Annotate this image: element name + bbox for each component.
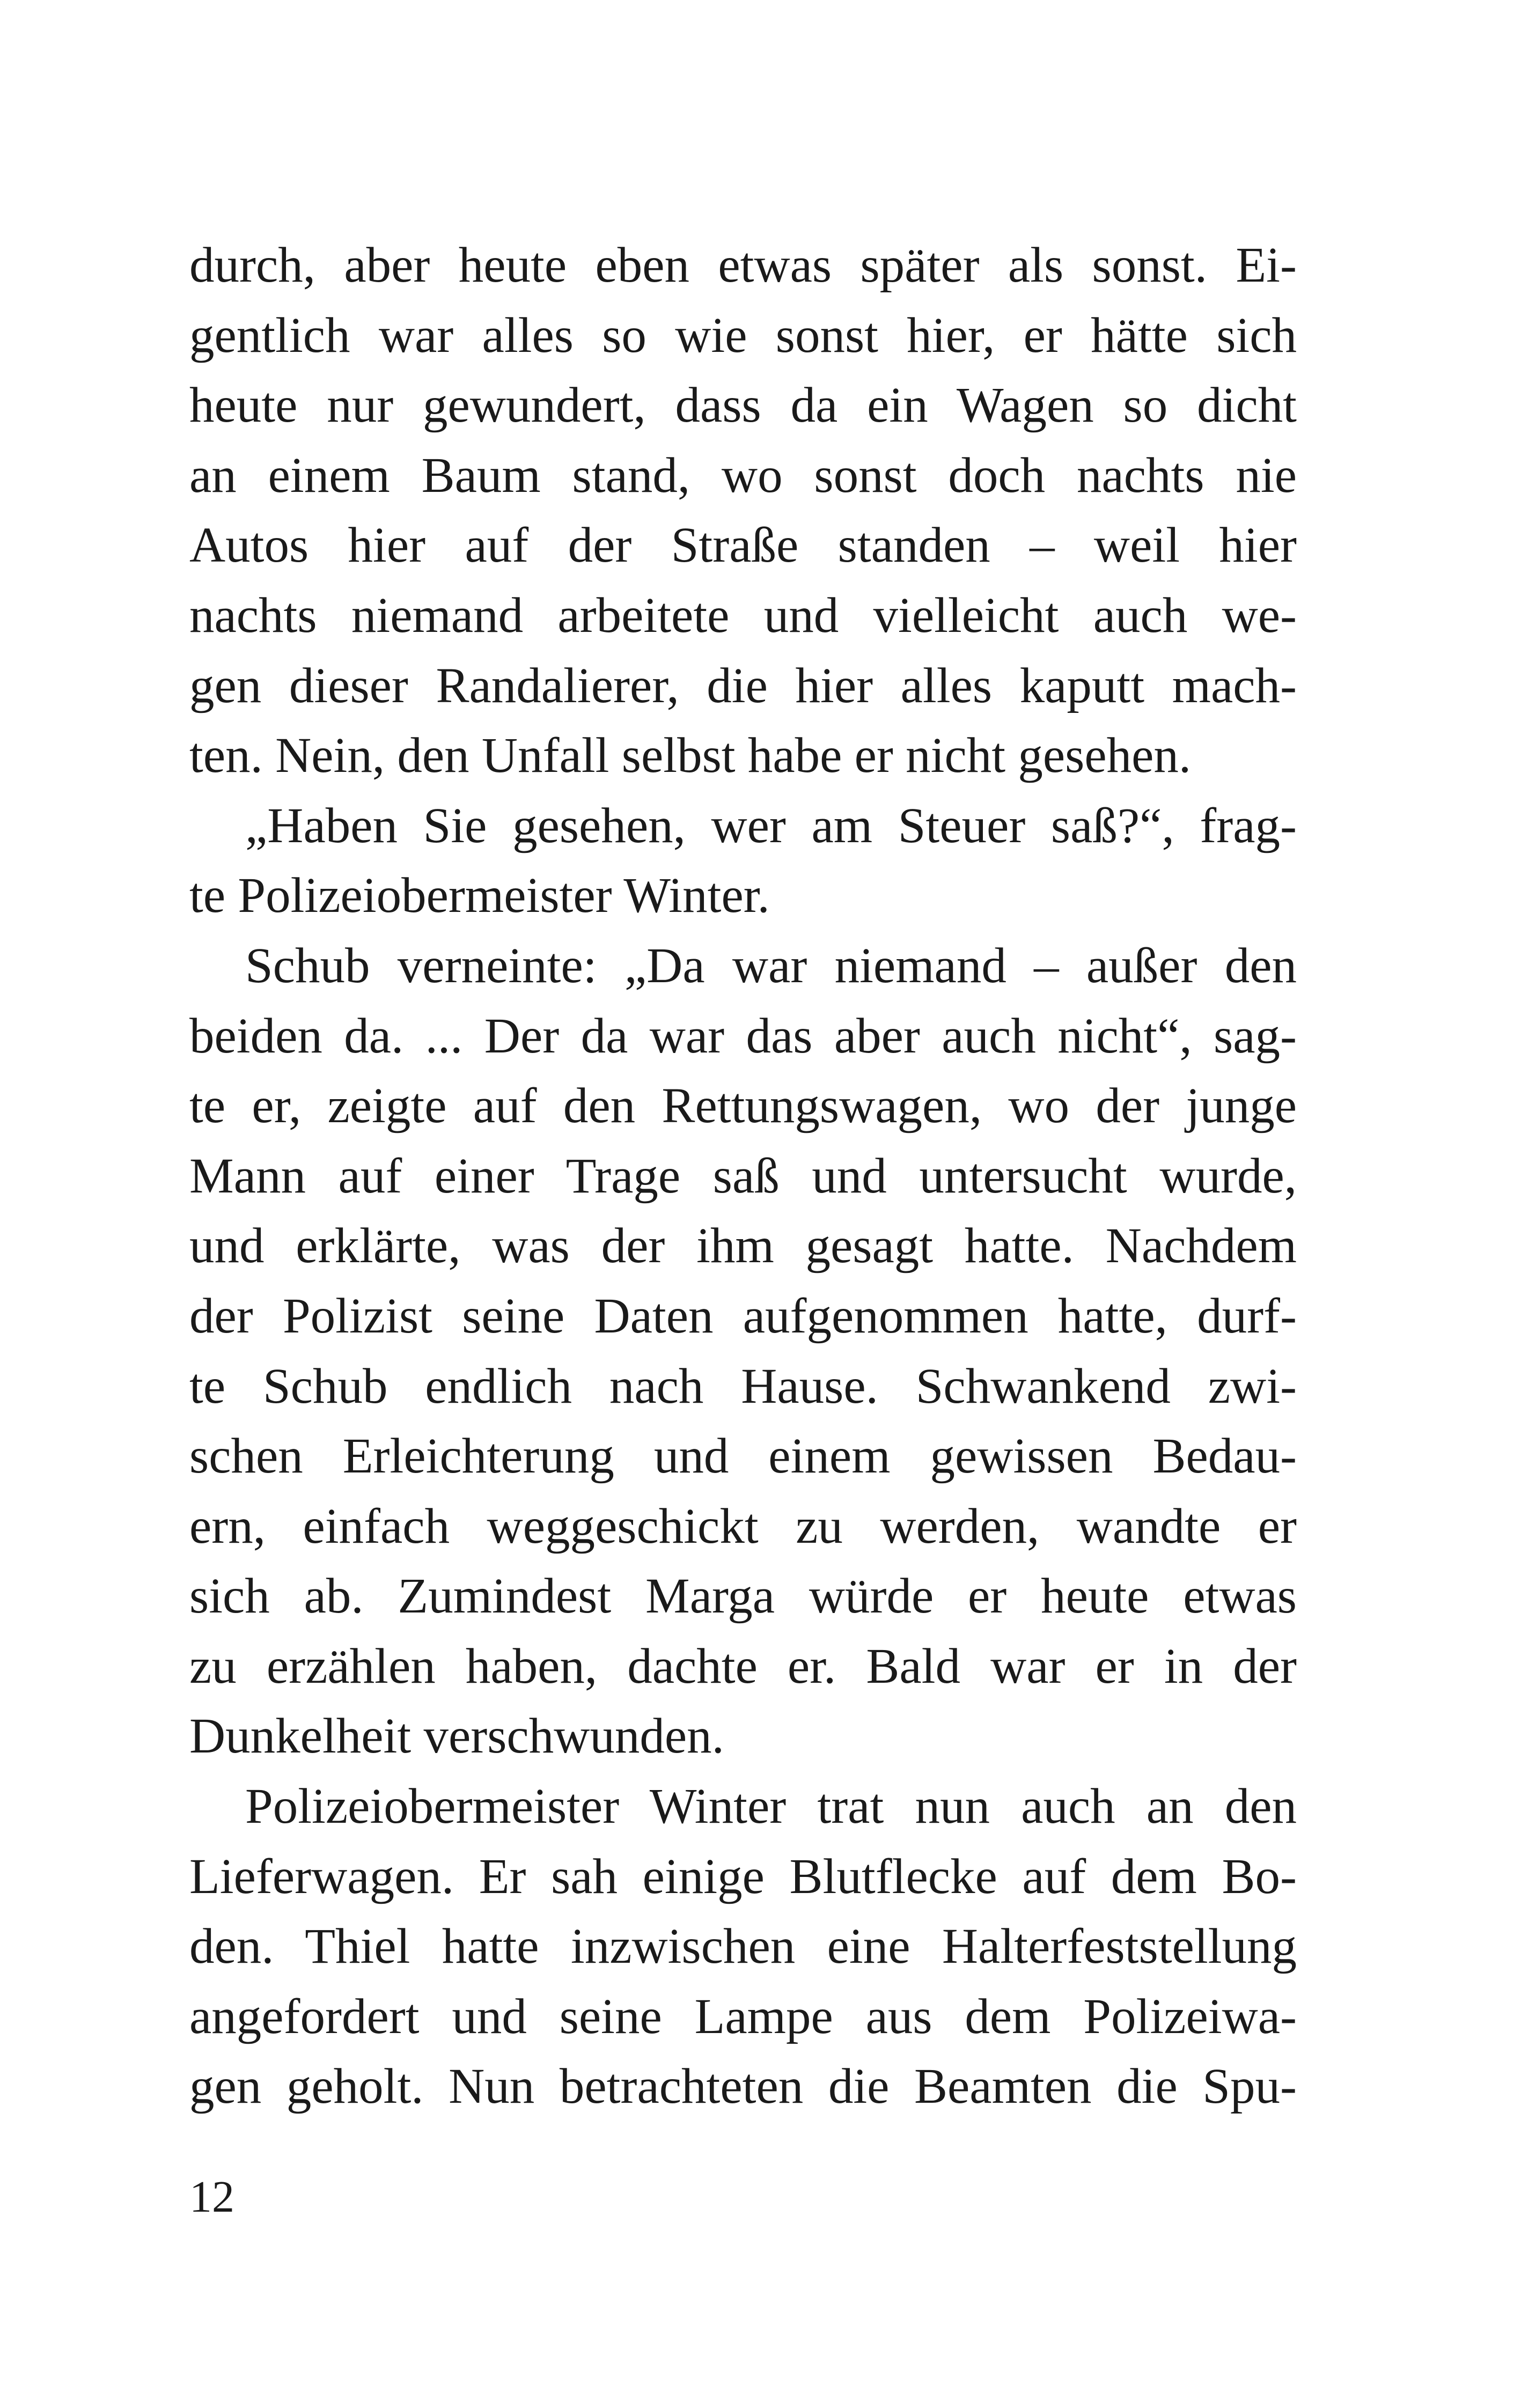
text-line: zu erzählen haben, dachte er. Bald war er in der [189, 1638, 1297, 1694]
paragraph [189, 931, 1297, 1772]
text-line: sich ab. Zumindest Marga würde er heute etwas [189, 1568, 1297, 1624]
text-line: gen dieser Randalierer, die hier alles kaputt mach- [189, 658, 1297, 713]
text-line: Dunkelheit verschwunden. [189, 1709, 724, 1764]
text-line: ern, einfach weggeschickt zu werden, wandte er [189, 1498, 1297, 1554]
text-line: Mann auf einer Trage saß und untersucht wurde, [189, 1148, 1297, 1204]
text-line: beiden da. ... Der da war das aber auch nicht“, sag- [189, 1008, 1297, 1064]
text-line: Autos hier auf der Straße standen – weil hier [189, 518, 1297, 573]
text-line: te Polizeiobermeister Winter. [189, 868, 770, 924]
text-line: gen geholt. Nun betrachteten die Beamten die Spu- [189, 2059, 1297, 2115]
text-line: Polizeiobermeister Winter trat nun auch an den [245, 1779, 1297, 1835]
paragraph [189, 791, 1297, 931]
body-text [189, 231, 1297, 2122]
text-line: an einem Baum stand, wo sonst doch nachts nie [189, 447, 1297, 503]
text-line: durch, aber heute eben etwas später als sonst. Ei- [189, 238, 1297, 293]
text-line: Lieferwagen. Er sah einige Blutflecke auf dem Bo- [189, 1849, 1297, 1904]
paragraph [189, 1772, 1297, 2122]
text-line: ten. Nein, den Unfall selbst habe er nicht gesehen. [189, 728, 1192, 784]
text-line: Schub verneinte: „Da war niemand – außer den [245, 938, 1297, 993]
text-line: te Schub endlich nach Hause. Schwankend zwi- [189, 1358, 1297, 1414]
text-line: den. Thiel hatte inzwischen eine Halterfeststellung [189, 1919, 1297, 1975]
text-line: angefordert und seine Lampe aus dem Polizeiwa- [189, 1989, 1297, 2044]
text-line: heute nur gewundert, dass da ein Wagen so dicht [189, 378, 1297, 433]
paragraph [189, 231, 1297, 791]
text-line: schen Erleichterung und einem gewissen Bedau- [189, 1428, 1297, 1484]
text-line: gentlich war alles so wie sonst hier, er hätte sich [189, 307, 1297, 363]
page-number: 12 [189, 2172, 234, 2222]
text-line: der Polizist seine Daten aufgenommen hatte, durf- [189, 1288, 1297, 1344]
text-line: nachts niemand arbeitete und vielleicht auch we- [189, 587, 1297, 643]
text-line: „Haben Sie gesehen, wer am Steuer saß?“, frag- [245, 798, 1297, 853]
text-line: te er, zeigte auf den Rettungswagen, wo der junge [189, 1078, 1297, 1134]
text-line: und erklärte, was der ihm gesagt hatte. Nachdem [189, 1218, 1297, 1274]
